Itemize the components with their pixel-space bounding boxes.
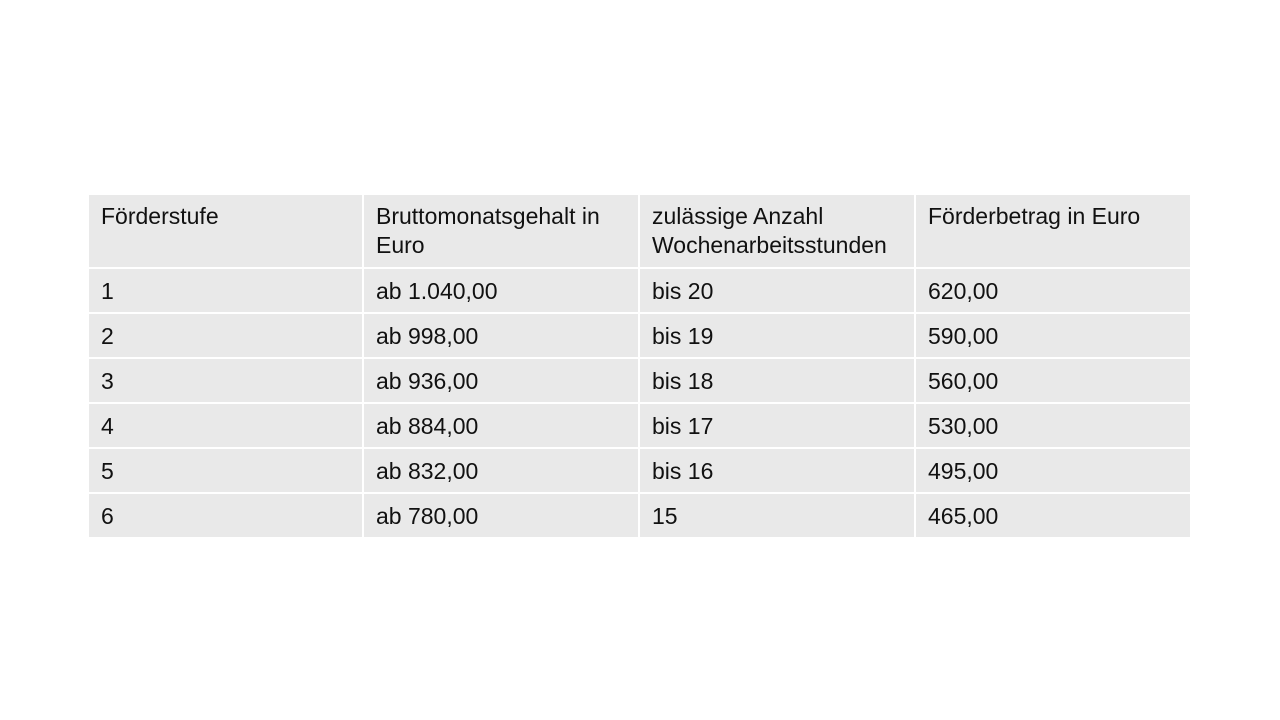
table-row (89, 494, 1190, 537)
cell-salary: ab 780,00 (364, 494, 638, 537)
header-bruttomonatsgehalt: Bruttomonatsgehalt in Euro (364, 195, 638, 267)
cell-hours: bis 19 (640, 314, 914, 357)
header-foerderstufe: Förderstufe (89, 195, 362, 267)
cell-hours: bis 17 (640, 404, 914, 447)
table-row (89, 359, 1190, 402)
cell-amount: 530,00 (916, 404, 1190, 447)
cell-level: 3 (89, 359, 362, 402)
cell-hours: 15 (640, 494, 914, 537)
cell-hours: bis 18 (640, 359, 914, 402)
table-header-row (89, 195, 1190, 267)
cell-level: 2 (89, 314, 362, 357)
cell-salary: ab 832,00 (364, 449, 638, 492)
table-row (89, 404, 1190, 447)
cell-amount: 590,00 (916, 314, 1190, 357)
cell-salary: ab 884,00 (364, 404, 638, 447)
cell-level: 6 (89, 494, 362, 537)
cell-level: 1 (89, 269, 362, 312)
cell-amount: 620,00 (916, 269, 1190, 312)
cell-salary: ab 1.040,00 (364, 269, 638, 312)
table-row (89, 269, 1190, 312)
funding-levels-table (87, 193, 1192, 539)
cell-amount: 560,00 (916, 359, 1190, 402)
header-foerderbetrag: Förderbetrag in Euro (916, 195, 1190, 267)
cell-salary: ab 998,00 (364, 314, 638, 357)
cell-salary: ab 936,00 (364, 359, 638, 402)
cell-amount: 495,00 (916, 449, 1190, 492)
table-row (89, 314, 1190, 357)
table-row (89, 449, 1190, 492)
cell-level: 5 (89, 449, 362, 492)
cell-hours: bis 16 (640, 449, 914, 492)
header-wochenarbeitsstunden: zulässige Anzahl Wochenarbeitsstunden (640, 195, 914, 267)
cell-level: 4 (89, 404, 362, 447)
cell-hours: bis 20 (640, 269, 914, 312)
cell-amount: 465,00 (916, 494, 1190, 537)
